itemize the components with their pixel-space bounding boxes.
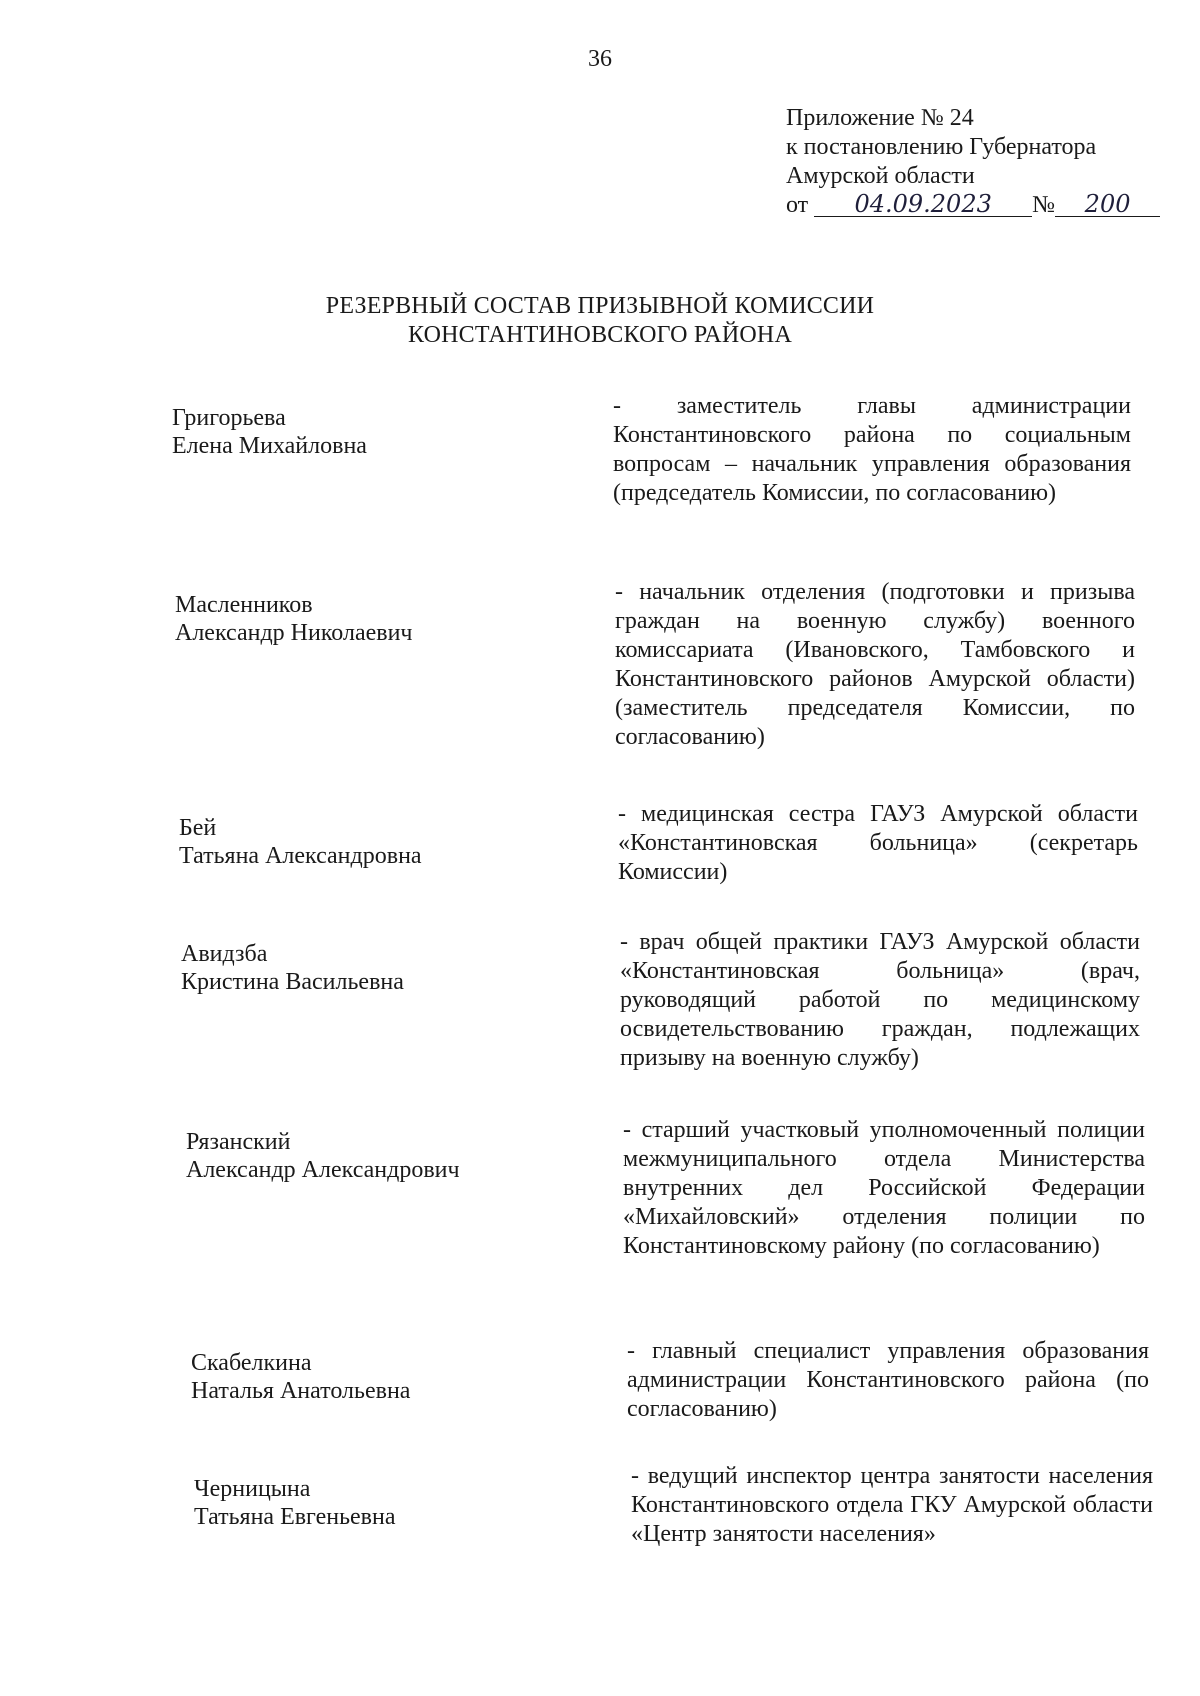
title-line-2: КОНСТАНТИНОВСКОГО РАЙОНА (408, 322, 792, 348)
member-name (181, 940, 404, 996)
member-name (172, 404, 367, 460)
title-line-1: РЕЗЕРВНЫЙ СОСТАВ ПРИЗЫВНОЙ КОМИССИИ (325, 293, 875, 319)
member-given-name: Татьяна Евгеньевна (194, 1504, 396, 1530)
member-name (175, 591, 413, 647)
member-surname: Рязанский (186, 1129, 291, 1155)
appendix-line-3: Амурской области (786, 163, 975, 189)
document-title (0, 292, 1200, 350)
member-role: - ведущий инспектор центра занятости населения Константиновского отдела ГКУ Амурской области «Центр занятости населения» (631, 1463, 1153, 1547)
member-role: - медицинская сестра ГАУЗ Амурской области «Константиновская больница» (секретарь Комиссии) (618, 801, 1138, 885)
handwritten-number: 200 (1055, 192, 1160, 217)
member-surname: Масленников (175, 592, 313, 618)
member-given-name: Александр Александрович (186, 1157, 460, 1183)
member-given-name: Татьяна Александровна (179, 843, 422, 869)
member-role: - главный специалист управления образования администрации Константиновского района (по согласованию) (627, 1338, 1149, 1422)
date-prefix: от (786, 192, 809, 218)
handwritten-date: 04.09.2023 (814, 192, 1032, 217)
page-number: 36 (588, 46, 612, 72)
appendix-date-line (786, 191, 1160, 220)
member-role: - заместитель главы администрации Константиновского района по социальным вопросам – начальник управления образования (председатель Комиссии, по согласованию) (613, 393, 1131, 506)
member-role: - начальник отделения (подготовки и призыва граждан на военную службу) военного комиссариата (Ивановского, Тамбовского и Константиновского районов Амурской области) (заместитель председателя Комиссии, по согласованию) (615, 579, 1135, 750)
member-surname: Авидзба (181, 941, 268, 967)
member-role: - врач общей практики ГАУЗ Амурской области «Константиновская больница» (врач, руководящий работой по медицинскому освидетельствованию граждан, подлежащих призыву на военную службу) (620, 929, 1140, 1071)
appendix-line-1: Приложение № 24 (786, 105, 974, 131)
member-role: - старший участковый уполномоченный полиции межмуниципального отдела Министерства внутренних дел Российской Федерации «Михайловский» отделения полиции по Константиновскому району (по согласованию) (623, 1117, 1145, 1259)
member-given-name: Наталья Анатольевна (191, 1378, 411, 1404)
member-name (186, 1128, 460, 1184)
member-given-name: Александр Николаевич (175, 620, 413, 646)
appendix-header (786, 104, 1160, 220)
member-given-name: Кристина Васильевна (181, 969, 404, 995)
member-surname: Григорьева (172, 405, 286, 431)
number-label: № (1032, 192, 1056, 218)
member-name (179, 814, 422, 870)
member-name (194, 1475, 396, 1531)
member-surname: Скабелкина (191, 1350, 312, 1376)
member-name (191, 1349, 410, 1405)
member-surname: Черницына (194, 1476, 311, 1502)
member-surname: Бей (179, 815, 217, 841)
member-given-name: Елена Михайловна (172, 433, 367, 459)
appendix-line-2: к постановлению Губернатора (786, 134, 1097, 160)
